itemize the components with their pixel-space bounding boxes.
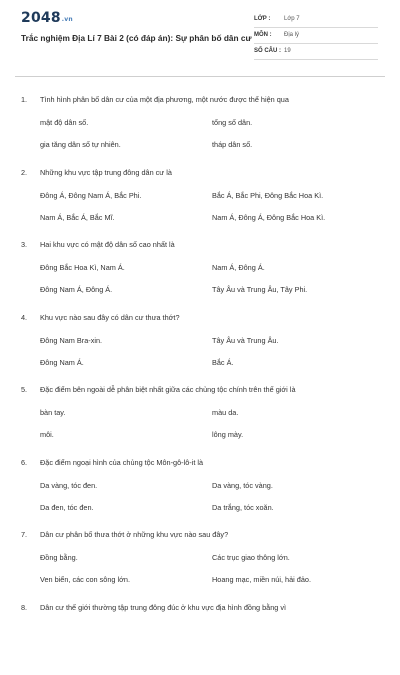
answer-option[interactable]: lông mày. (212, 430, 243, 439)
answer-option[interactable]: Ven biển, các con sông lớn. (40, 575, 130, 584)
answer-option[interactable]: tổng số dân. (212, 118, 252, 127)
answer-option[interactable]: Đông Bắc Hoa Kì, Nam Á. (40, 263, 125, 272)
question-text: Dân cư thế giới thường tập trung đông đúc ở khu vực địa hình đồng bằng vì (40, 603, 385, 612)
answer-option[interactable]: màu da. (212, 408, 238, 417)
answer-option[interactable]: Bắc Á. (212, 358, 234, 367)
meta-value: 19 (284, 48, 291, 54)
meta-info (254, 12, 378, 60)
question-text: Những khu vực tập trung đông dân cư là (40, 168, 385, 177)
meta-key: SỐ CÂU : (254, 48, 281, 54)
answer-option[interactable]: Đông Nam Á, Đông Á. (40, 285, 112, 294)
answer-option[interactable]: Da vàng, tóc đen. (40, 481, 97, 490)
logo-suffix: .vn (62, 16, 73, 23)
logo-text: 2048 (21, 10, 61, 26)
question-item (0, 385, 400, 458)
divider (15, 76, 385, 77)
question-item (0, 458, 400, 531)
answer-option[interactable]: Nam Á, Đông Á, Đông Bắc Hoa Kì. (212, 213, 325, 222)
meta-value: Địa lý (284, 32, 299, 38)
question-item (0, 603, 400, 675)
answer-option[interactable]: Đông Á, Đông Nam Á, Bắc Phi. (40, 191, 141, 200)
answer-option[interactable]: Da vàng, tóc vàng. (212, 481, 273, 490)
meta-key: MÔN : (254, 32, 272, 38)
answer-option[interactable]: Bắc Á, Bắc Phi, Đông Bắc Hoa Kì. (212, 191, 323, 200)
question-number: 4. (21, 313, 27, 322)
answer-option[interactable]: Đông Nam Á. (40, 358, 84, 367)
answer-option[interactable]: mật độ dân số. (40, 118, 88, 127)
question-number: 2. (21, 168, 27, 177)
header (0, 0, 400, 64)
question-item (0, 240, 400, 313)
question-text: Hai khu vực có mật độ dân số cao nhất là (40, 240, 385, 249)
answer-option[interactable]: Da đen, tóc đen. (40, 503, 94, 512)
meta-key: LỚP : (254, 16, 270, 22)
site-logo[interactable] (21, 10, 73, 26)
page-title: Trắc nghiệm Địa Lí 7 Bài 2 (có đáp án): Sự phân bố dân cư (21, 33, 252, 43)
answer-option[interactable]: Tây Âu và Trung Âu. (212, 336, 279, 345)
answer-option[interactable]: Tây Âu và Trung Âu, Tây Phi. (212, 285, 307, 294)
answer-option[interactable]: Hoang mạc, miền núi, hải đảo. (212, 575, 311, 584)
question-text: Tình hình phân bố dân cư của một địa phương, một nước được thể hiện qua (40, 95, 385, 104)
question-number: 3. (21, 240, 27, 249)
question-item (0, 95, 400, 168)
question-number: 6. (21, 458, 27, 467)
answer-option[interactable]: bàn tay. (40, 408, 65, 417)
question-text: Dân cư phân bố thưa thớt ở những khu vực nào sau đây? (40, 530, 385, 539)
question-item (0, 530, 400, 603)
question-number: 8. (21, 603, 27, 612)
meta-row-count (254, 44, 378, 60)
question-item (0, 313, 400, 386)
question-list (0, 95, 400, 675)
answer-option[interactable]: Các trục giao thông lớn. (212, 553, 290, 562)
answer-option[interactable]: gia tăng dân số tự nhiên. (40, 140, 121, 149)
question-text: Đặc điểm ngoại hình của chủng tộc Môn-gô-lô-it là (40, 458, 385, 467)
question-item (0, 168, 400, 241)
question-number: 7. (21, 530, 27, 539)
question-number: 1. (21, 95, 27, 104)
question-text: Đặc điểm bên ngoài dễ phân biệt nhất giữa các chủng tộc chính trên thế giới là (40, 385, 385, 394)
question-number: 5. (21, 385, 27, 394)
meta-row-subject (254, 28, 378, 44)
answer-option[interactable]: tháp dân số. (212, 140, 252, 149)
answer-option[interactable]: môi. (40, 430, 54, 439)
answer-option[interactable]: Đồng bằng. (40, 553, 78, 562)
answer-option[interactable]: Nam Á, Bắc Á, Bắc Mĩ. (40, 213, 115, 222)
answer-option[interactable]: Nam Á, Đông Á. (212, 263, 265, 272)
meta-value: Lớp 7 (284, 16, 300, 22)
answer-option[interactable]: Đông Nam Bra-xin. (40, 336, 102, 345)
question-text: Khu vực nào sau đây có dân cư thưa thớt? (40, 313, 385, 322)
meta-row-class (254, 12, 378, 28)
answer-option[interactable]: Da trắng, tóc xoăn. (212, 503, 274, 512)
